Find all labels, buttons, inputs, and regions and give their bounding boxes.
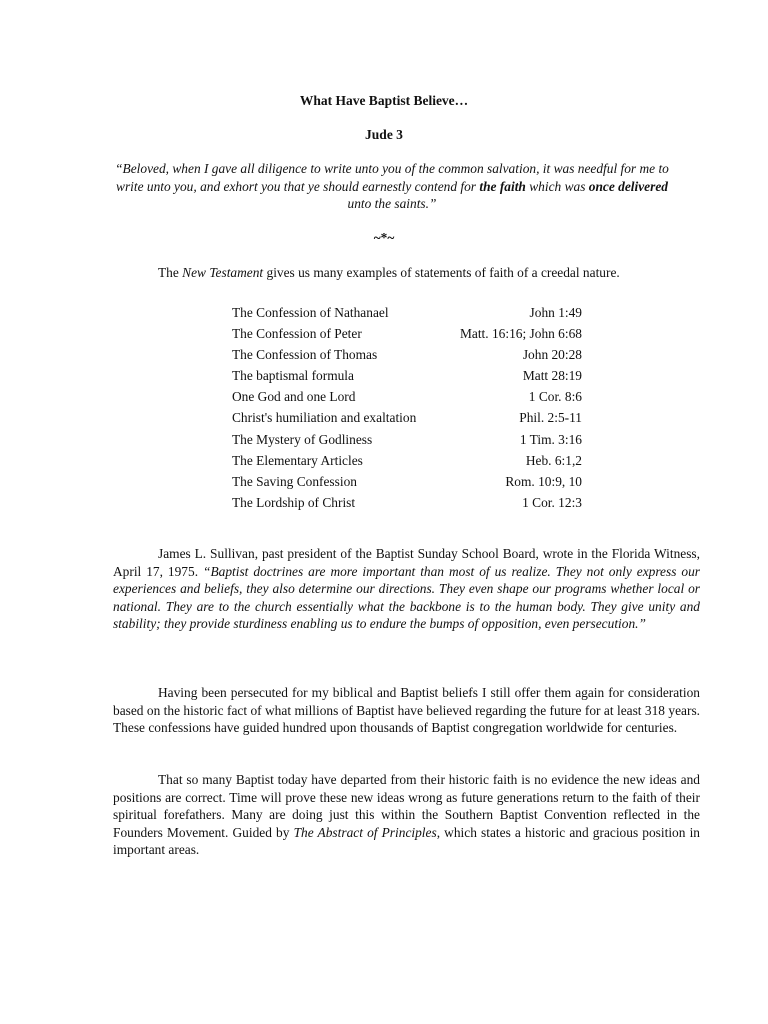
scripture-reference: Jude 3 [365, 127, 403, 142]
confession-name: The Mystery of Godliness [232, 431, 373, 447]
intro-text-after: gives us many examples of statements of faith of a creedal nature. [263, 265, 620, 280]
confession-verse: Phil. 2:5-11 [519, 410, 582, 426]
quote-text-2: which was [525, 178, 589, 194]
confession-verse: Matt 28:19 [522, 368, 582, 384]
list-item [232, 323, 582, 344]
confession-verse: John 1:49 [529, 305, 582, 320]
confession-name: The Saving Confession [232, 473, 357, 489]
intro-text-before: The [158, 265, 183, 280]
list-item [232, 492, 582, 513]
list-item [232, 302, 582, 323]
confession-verse: Heb. 6:1,2 [525, 452, 582, 468]
intro-italic: New Testament [182, 265, 264, 280]
confession-name: One God and one Lord [232, 389, 356, 405]
paragraph-sullivan-quote: “Baptist doctrines are more important than most of us realize. They not only express our experiences and beliefs, they also determine our directions. They even shape our programs whether local or national. They are to the church essentially what the backbone is to the human body. They give unity and stability; they provide sturdiness enabling us to endure the bumps of opposition, even persecution.” [113, 563, 700, 631]
list-item [232, 365, 582, 386]
confession-name: Christ's humiliation and exaltation [232, 410, 417, 426]
confession-verse: 1 Tim. 3:16 [519, 431, 582, 447]
confession-verse: 1 Cor. 12:3 [522, 494, 582, 510]
list-item [232, 429, 582, 450]
confession-verse: 1 Cor. 8:6 [528, 389, 582, 405]
intro-sentence [158, 264, 718, 282]
quote-bold-the-faith: the faith [479, 178, 526, 194]
list-item [232, 450, 582, 471]
document-title: What Have Baptist Believe… [299, 93, 469, 108]
confessions-list [232, 302, 582, 513]
paragraph-departed-text-after: , which states a historic and gracious position in important areas. [113, 824, 700, 857]
confession-name: The Confession of Thomas [232, 347, 378, 363]
section-divider: ~*~ [373, 230, 395, 245]
list-item [232, 471, 582, 492]
confession-name: The Elementary Articles [232, 452, 363, 468]
paragraph-persecuted-text: Having been persecuted for my biblical and Baptist beliefs I still offer them again for consideration based on the historic fact of what millions of Baptist have believed regarding the future for at least 318 years. These confessions have guided hundred upon thousands of Baptist congregation worldwide for centuries. [113, 685, 700, 735]
paragraph-departed-text-before: That so many Baptist today have departed from their historic faith is no evidence the new ideas and positions are correct. Time will prove these new ideas wrong as future generations return to the faith of their spiritual forefathers. Many are doing just this within the Southern Baptist Convention reflected in the Founders Movement. Guided by [113, 772, 700, 840]
confession-verse: John 20:28 [522, 347, 582, 363]
scripture-quote [112, 160, 672, 213]
confession-verse: Matt. 16:16; John 6:68 [459, 326, 582, 342]
quote-text-1: “Beloved, when I gave all diligence to write unto you of the common salvation, it was needful for me to write unto you, and exhort you that ye should earnestly contend for [115, 161, 669, 194]
paragraph-departed [113, 771, 700, 859]
confession-name: The Confession of Peter [232, 326, 362, 342]
confession-verse: Rom. 10:9, 10 [505, 473, 582, 489]
quote-text-3: unto the saints.” [347, 196, 437, 211]
confession-name: The Lordship of Christ [232, 494, 356, 510]
paragraph-departed-italic: The Abstract of Principles [293, 824, 437, 840]
paragraph-persecuted [113, 684, 700, 737]
confession-name: The Confession of Nathanael [232, 305, 389, 320]
paragraph-sullivan-text: James L. Sullivan, past president of the Baptist Sunday School Board, wrote in the Florida Witness, April 17, 1975. [113, 546, 700, 579]
list-item [232, 407, 582, 428]
list-item [232, 386, 582, 407]
list-item [232, 344, 582, 365]
paragraph-sullivan [113, 545, 700, 633]
quote-bold-once-delivered: once delivered [588, 178, 668, 194]
confession-name: The baptismal formula [232, 368, 354, 384]
